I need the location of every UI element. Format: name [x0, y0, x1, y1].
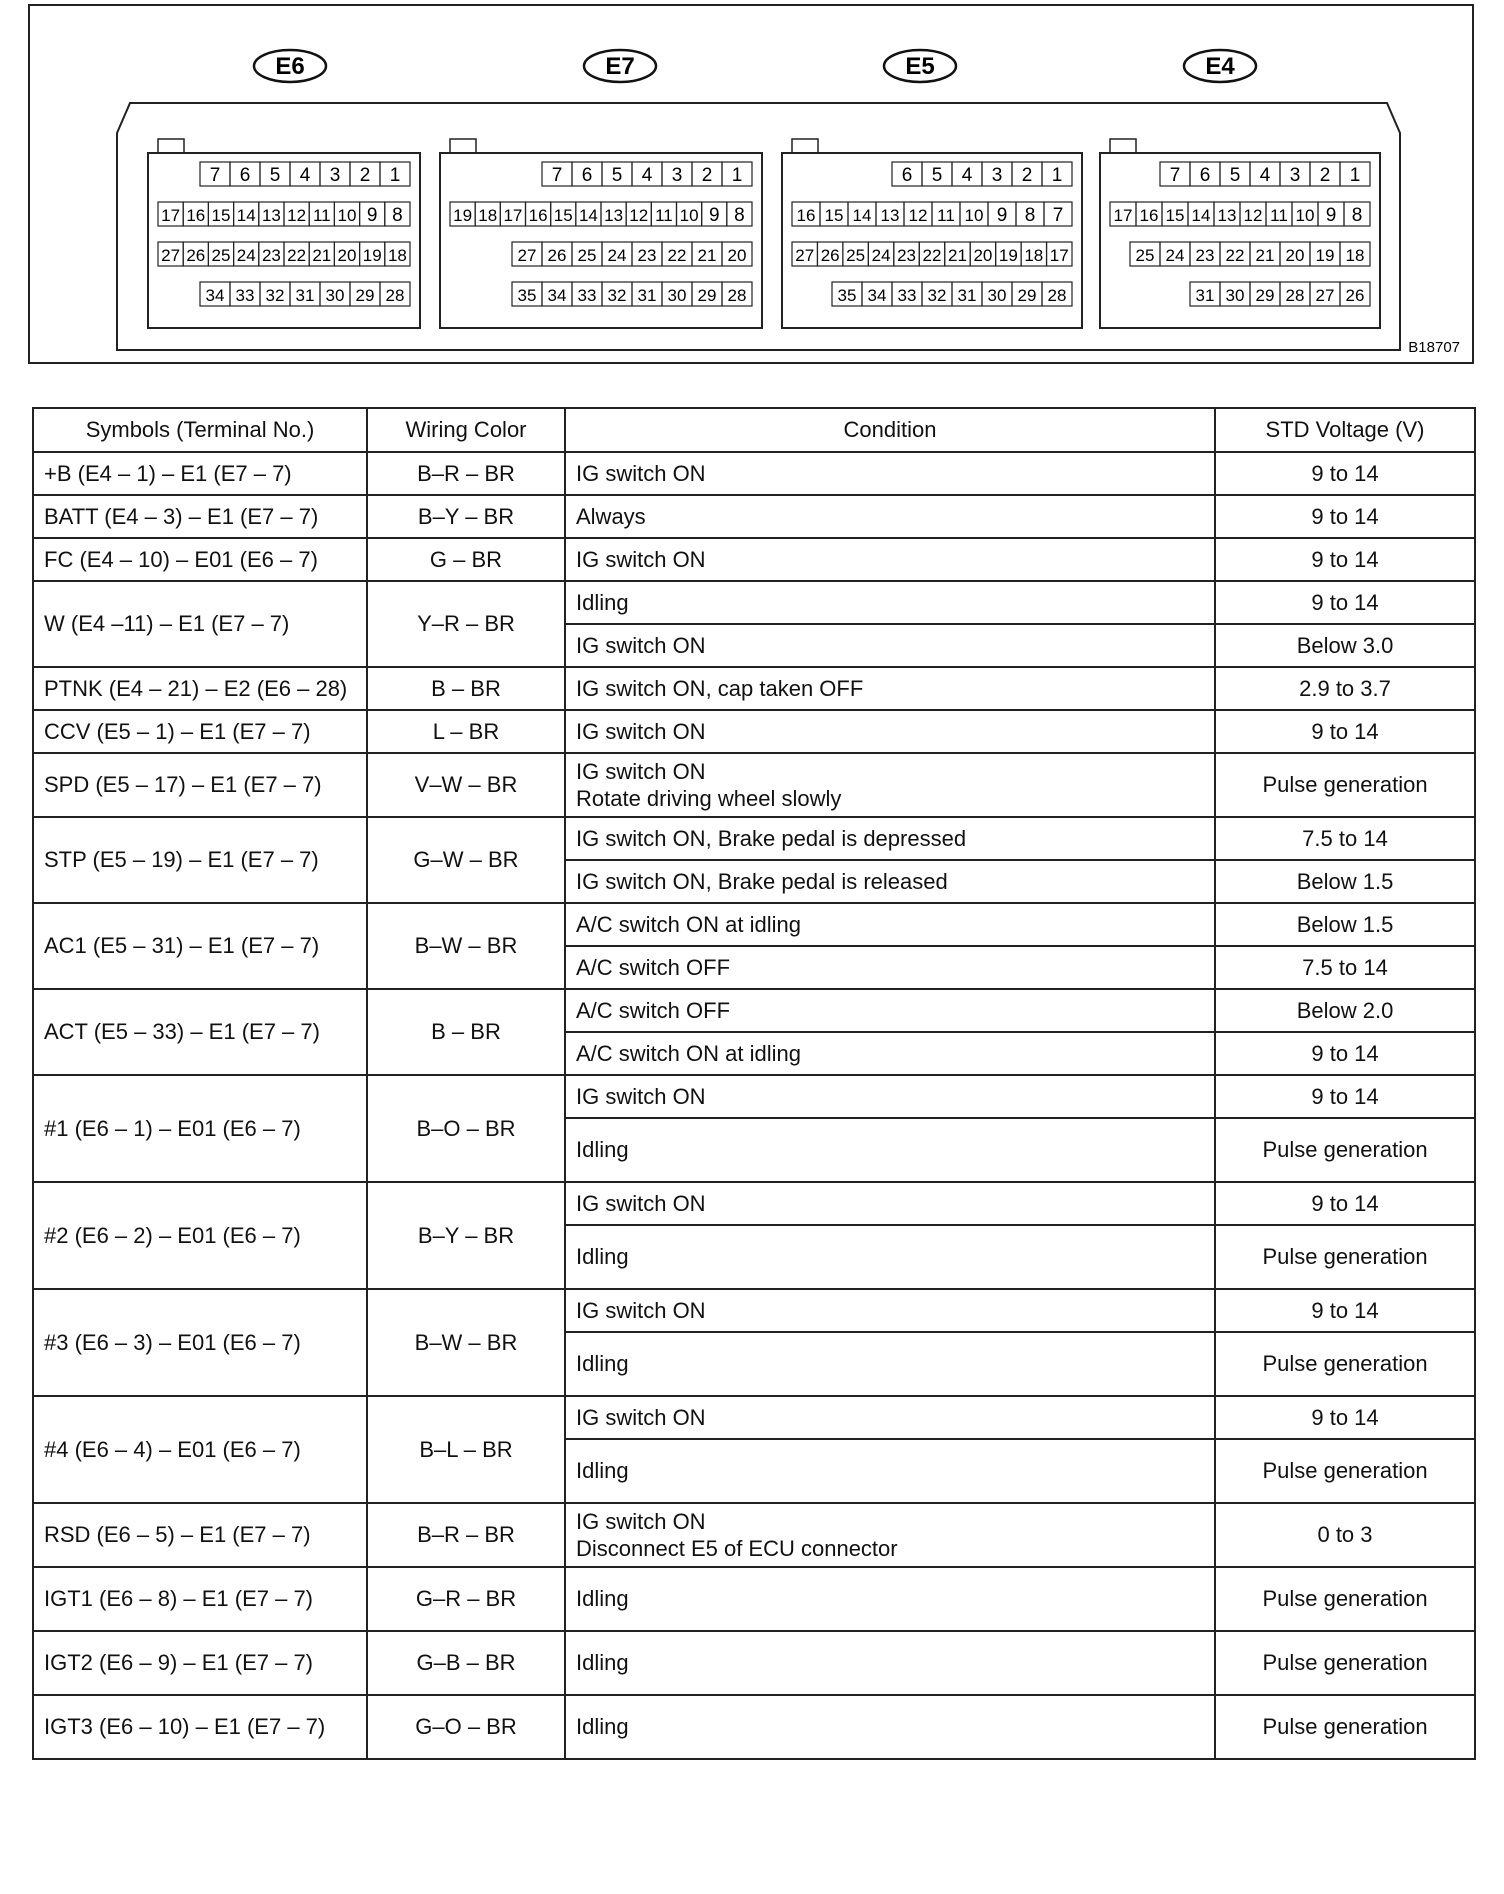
condition-cell	[565, 1032, 1215, 1075]
std-voltage-cell: 9 to 14	[1215, 495, 1475, 538]
terminal-number: 24	[236, 246, 256, 265]
condition-cell	[565, 1289, 1215, 1332]
std-voltage-cell: Pulse generation	[1215, 1225, 1475, 1289]
symbol-cell: IGT2 (E6 – 9) – E1 (E7 – 7)	[33, 1631, 367, 1695]
symbol-cell: CCV (E5 – 1) – E1 (E7 – 7)	[33, 710, 367, 753]
terminal-number: 6	[1199, 165, 1211, 186]
terminal-number: 1	[1051, 165, 1063, 186]
terminal-number: 5	[931, 165, 943, 186]
terminal-number: 25	[846, 246, 866, 265]
terminal-number: 11	[937, 206, 955, 225]
header-wiring-color: Wiring Color	[367, 408, 565, 452]
symbol-cell: RSD (E6 – 5) – E1 (E7 – 7)	[33, 1503, 367, 1567]
table-row	[33, 1631, 1475, 1695]
wiring-color-cell: B–Y – BR	[367, 1182, 565, 1289]
terminal-number: 8	[1351, 205, 1363, 226]
condition-line: Idling	[576, 589, 629, 615]
terminal-number: 26	[547, 246, 567, 265]
condition-line: IG switch ON	[576, 1508, 706, 1534]
terminal-number: 22	[667, 246, 687, 265]
terminal-number: 35	[837, 286, 857, 305]
condition-line: Disconnect E5 of ECU connector	[576, 1536, 898, 1561]
connector-label: E6	[275, 53, 305, 80]
terminal-number: 21	[1255, 246, 1275, 265]
connector-diagram-svg	[30, 6, 1476, 366]
terminal-number: 23	[1195, 246, 1215, 265]
std-voltage-cell: Pulse generation	[1215, 753, 1475, 817]
terminal-number: 18	[1024, 246, 1044, 265]
symbol-cell: STP (E5 – 19) – E1 (E7 – 7)	[33, 817, 367, 903]
condition-cell	[565, 1439, 1215, 1503]
condition-line: Idling	[576, 1458, 629, 1484]
table-row	[33, 495, 1475, 538]
terminal-number: 34	[547, 286, 567, 305]
condition-line: Idling	[576, 1714, 629, 1740]
symbol-cell: ACT (E5 – 33) – E1 (E7 – 7)	[33, 989, 367, 1075]
wiring-color-cell: G–R – BR	[367, 1567, 565, 1631]
terminal-number: 24	[1165, 246, 1185, 265]
terminal-number: 33	[897, 286, 917, 305]
terminal-number: 15	[211, 206, 231, 225]
std-voltage-cell: Pulse generation	[1215, 1332, 1475, 1396]
terminal-number: 24	[871, 246, 891, 265]
terminal-number: 11	[655, 206, 673, 225]
std-voltage-cell: 9 to 14	[1215, 581, 1475, 624]
connector-label: E4	[1205, 53, 1235, 80]
condition-line: IG switch ON	[576, 460, 706, 486]
terminal-number: 28	[1047, 286, 1067, 305]
std-voltage-cell: Pulse generation	[1215, 1439, 1475, 1503]
condition-cell	[565, 1695, 1215, 1759]
terminal-number: 16	[1139, 206, 1159, 225]
terminal-number: 4	[961, 165, 973, 186]
wiring-color-cell: B–O – BR	[367, 1075, 565, 1182]
table-row	[33, 1182, 1475, 1225]
terminal-number: 31	[957, 286, 977, 305]
wiring-color-cell: B – BR	[367, 667, 565, 710]
condition-cell	[565, 1332, 1215, 1396]
terminal-number: 12	[1243, 206, 1263, 225]
terminal-number: 32	[927, 286, 947, 305]
terminal-number: 22	[1225, 246, 1245, 265]
terminal-number: 25	[577, 246, 597, 265]
terminal-number: 15	[553, 206, 573, 225]
condition-line: A/C switch OFF	[576, 997, 731, 1023]
terminal-number: 7	[1169, 165, 1181, 186]
header-condition: Condition	[565, 408, 1215, 452]
figure-code: B18707	[1408, 339, 1460, 356]
terminal-number: 9	[996, 205, 1008, 226]
terminal-number: 20	[1285, 246, 1305, 265]
terminal-number: 31	[295, 286, 315, 305]
wiring-color-cell: B–W – BR	[367, 903, 565, 989]
std-voltage-cell: Below 2.0	[1215, 989, 1475, 1032]
terminal-number: 7	[551, 165, 563, 186]
terminal-number: 9	[366, 205, 378, 226]
voltage-spec-table	[32, 407, 1476, 1760]
terminal-number: 13	[604, 206, 624, 225]
terminal-number: 13	[261, 206, 281, 225]
symbol-cell: W (E4 –11) – E1 (E7 – 7)	[33, 581, 367, 667]
terminal-number: 4	[299, 165, 311, 186]
terminal-number: 12	[908, 206, 928, 225]
terminal-number: 26	[820, 246, 840, 265]
terminal-number: 34	[205, 286, 225, 305]
terminal-number: 9	[1325, 205, 1337, 226]
std-voltage-cell: 9 to 14	[1215, 1182, 1475, 1225]
terminal-number: 16	[186, 206, 206, 225]
std-voltage-cell: 7.5 to 14	[1215, 946, 1475, 989]
table-row	[33, 1567, 1475, 1631]
terminal-number: 20	[337, 246, 357, 265]
terminal-number: 19	[453, 206, 473, 225]
std-voltage-cell: Below 1.5	[1215, 903, 1475, 946]
condition-cell	[565, 753, 1215, 817]
terminal-number: 1	[1349, 165, 1361, 186]
terminal-number: 32	[607, 286, 627, 305]
symbol-cell: +B (E4 – 1) – E1 (E7 – 7)	[33, 452, 367, 495]
terminal-number: 7	[1052, 205, 1064, 226]
terminal-number: 22	[922, 246, 942, 265]
terminal-number: 11	[312, 206, 331, 225]
condition-line: Idling	[576, 1137, 629, 1163]
terminal-number: 10	[337, 206, 357, 225]
symbol-cell: PTNK (E4 – 21) – E2 (E6 – 28)	[33, 667, 367, 710]
terminal-number: 10	[1295, 206, 1315, 225]
terminal-number: 10	[964, 206, 984, 225]
condition-cell	[565, 946, 1215, 989]
terminal-number: 33	[577, 286, 597, 305]
table-row	[33, 538, 1475, 581]
terminal-number: 27	[517, 246, 537, 265]
terminal-number: 27	[795, 246, 815, 265]
terminal-number: 2	[701, 165, 713, 186]
condition-line: Idling	[576, 1351, 629, 1377]
terminal-number: 21	[947, 246, 967, 265]
condition-cell	[565, 581, 1215, 624]
terminal-number: 3	[671, 165, 683, 186]
terminal-number: 23	[261, 246, 281, 265]
condition-line: IG switch ON	[576, 1404, 706, 1430]
condition-line: Idling	[576, 1244, 629, 1270]
table-row	[33, 903, 1475, 946]
table-row	[33, 1503, 1475, 1567]
terminal-number: 13	[880, 206, 900, 225]
condition-line: IG switch ON, Brake pedal is depressed	[576, 825, 967, 851]
std-voltage-cell: Below 1.5	[1215, 860, 1475, 903]
std-voltage-cell: 9 to 14	[1215, 1396, 1475, 1439]
symbol-cell: IGT3 (E6 – 10) – E1 (E7 – 7)	[33, 1695, 367, 1759]
terminal-number: 7	[209, 165, 221, 186]
terminal-number: 18	[387, 246, 407, 265]
symbol-cell: #2 (E6 – 2) – E01 (E6 – 7)	[33, 1182, 367, 1289]
symbol-cell: #1 (E6 – 1) – E01 (E6 – 7)	[33, 1075, 367, 1182]
wiring-color-cell: B–W – BR	[367, 1289, 565, 1396]
terminal-number: 12	[287, 206, 307, 225]
terminal-number: 33	[235, 286, 255, 305]
wiring-color-cell: B–L – BR	[367, 1396, 565, 1503]
table-row	[33, 753, 1475, 817]
terminal-number: 28	[727, 286, 747, 305]
terminal-number: 16	[796, 206, 816, 225]
std-voltage-cell: Below 3.0	[1215, 624, 1475, 667]
terminal-number: 14	[578, 206, 598, 225]
terminal-number: 10	[679, 206, 699, 225]
terminal-number: 15	[824, 206, 844, 225]
terminal-number: 1	[731, 165, 743, 186]
terminal-number: 30	[667, 286, 687, 305]
terminal-number: 32	[265, 286, 285, 305]
table-header-row	[33, 408, 1475, 452]
condition-line: IG switch ON	[576, 546, 706, 572]
condition-cell	[565, 710, 1215, 753]
wiring-color-cell: G–O – BR	[367, 1695, 565, 1759]
terminal-number: 17	[161, 206, 181, 225]
terminal-number: 11	[1270, 206, 1288, 225]
terminal-number: 31	[1195, 286, 1215, 305]
std-voltage-cell: 9 to 14	[1215, 1075, 1475, 1118]
symbol-cell: #4 (E6 – 4) – E01 (E6 – 7)	[33, 1396, 367, 1503]
condition-line: IG switch ON, Brake pedal is released	[576, 868, 948, 894]
terminal-number: 5	[611, 165, 623, 186]
symbol-cell: SPD (E5 – 17) – E1 (E7 – 7)	[33, 753, 367, 817]
terminal-number: 8	[1024, 205, 1036, 226]
terminal-number: 18	[1345, 246, 1365, 265]
terminal-number: 17	[503, 206, 523, 225]
terminal-number: 28	[1285, 286, 1305, 305]
condition-cell	[565, 1396, 1215, 1439]
terminal-number: 26	[186, 246, 206, 265]
terminal-number: 23	[897, 246, 917, 265]
connector-tab	[450, 139, 476, 153]
table-row	[33, 1075, 1475, 1118]
wiring-color-cell: Y–R – BR	[367, 581, 565, 667]
condition-line: A/C switch OFF	[576, 954, 731, 980]
condition-line: IG switch ON	[576, 1190, 706, 1216]
std-voltage-cell: 9 to 14	[1215, 710, 1475, 753]
symbol-cell: IGT1 (E6 – 8) – E1 (E7 – 7)	[33, 1567, 367, 1631]
header-std-voltage: STD Voltage (V)	[1215, 408, 1475, 452]
std-voltage-cell: Pulse generation	[1215, 1118, 1475, 1182]
terminal-number: 8	[734, 205, 745, 226]
terminal-number: 3	[1289, 165, 1301, 186]
terminal-number: 21	[697, 246, 717, 265]
terminal-number: 29	[1255, 286, 1275, 305]
terminal-number: 14	[1191, 206, 1211, 225]
header-symbols: Symbols (Terminal No.)	[33, 408, 367, 452]
table-row	[33, 817, 1475, 860]
symbol-cell: #3 (E6 – 3) – E01 (E6 – 7)	[33, 1289, 367, 1396]
terminal-number: 25	[1135, 246, 1155, 265]
std-voltage-cell: 9 to 14	[1215, 538, 1475, 581]
condition-cell	[565, 495, 1215, 538]
terminal-number: 9	[708, 205, 720, 226]
terminal-number: 23	[637, 246, 657, 265]
condition-line: IG switch ON	[576, 1083, 706, 1109]
condition-line: Always	[576, 503, 646, 529]
terminal-number: 14	[236, 206, 256, 225]
terminal-number: 19	[1315, 246, 1335, 265]
condition-cell	[565, 1631, 1215, 1695]
terminal-number: 27	[161, 246, 181, 265]
wiring-color-cell: B–R – BR	[367, 452, 565, 495]
table-row	[33, 667, 1475, 710]
std-voltage-cell: 2.9 to 3.7	[1215, 667, 1475, 710]
terminal-number: 20	[973, 246, 993, 265]
terminal-number: 4	[641, 165, 653, 186]
condition-cell	[565, 1567, 1215, 1631]
condition-cell	[565, 989, 1215, 1032]
condition-cell	[565, 1503, 1215, 1567]
terminal-number: 16	[528, 206, 548, 225]
terminal-number: 35	[517, 286, 537, 305]
condition-line: IG switch ON	[576, 1297, 706, 1323]
connector-diagram	[28, 4, 1474, 364]
condition-line: IG switch ON	[576, 758, 706, 784]
wiring-color-cell: B – BR	[367, 989, 565, 1075]
connector-label: E5	[905, 53, 935, 80]
condition-cell	[565, 538, 1215, 581]
terminal-number: 1	[389, 165, 401, 186]
terminal-number: 30	[1225, 286, 1245, 305]
terminal-number: 6	[581, 165, 593, 186]
condition-cell	[565, 624, 1215, 667]
connector-tab	[792, 139, 818, 153]
terminal-number: 2	[359, 165, 371, 186]
wiring-color-cell: G–B – BR	[367, 1631, 565, 1695]
condition-cell	[565, 1225, 1215, 1289]
table-row	[33, 1289, 1475, 1332]
terminal-number: 2	[1319, 165, 1331, 186]
terminal-number: 17	[1113, 206, 1133, 225]
connector-tab	[158, 139, 184, 153]
table-row	[33, 1396, 1475, 1439]
terminal-number: 4	[1259, 165, 1271, 186]
condition-line: Rotate driving wheel slowly	[576, 786, 842, 811]
table-row	[33, 710, 1475, 753]
condition-cell	[565, 1075, 1215, 1118]
condition-line: IG switch ON, cap taken OFF	[576, 675, 864, 701]
terminal-number: 15	[1165, 206, 1185, 225]
terminal-number: 12	[629, 206, 649, 225]
terminal-number: 22	[287, 246, 307, 265]
connector-tab	[1110, 139, 1136, 153]
condition-line: Idling	[576, 1586, 629, 1612]
terminal-number: 27	[1315, 286, 1335, 305]
terminal-number: 8	[392, 205, 403, 226]
table-row	[33, 989, 1475, 1032]
wiring-color-cell: G – BR	[367, 538, 565, 581]
condition-line: A/C switch ON at idling	[576, 911, 801, 937]
terminal-number: 31	[637, 286, 657, 305]
terminal-number: 17	[1049, 246, 1069, 265]
symbol-cell: AC1 (E5 – 31) – E1 (E7 – 7)	[33, 903, 367, 989]
terminal-number: 24	[607, 246, 627, 265]
terminal-number: 6	[901, 165, 913, 186]
connector-label: E7	[605, 53, 635, 80]
terminal-number: 29	[1017, 286, 1037, 305]
terminal-number: 6	[239, 165, 251, 186]
terminal-number: 3	[991, 165, 1003, 186]
terminal-number: 18	[478, 206, 498, 225]
table-row	[33, 581, 1475, 624]
condition-line: A/C switch ON at idling	[576, 1040, 801, 1066]
terminal-number: 20	[727, 246, 747, 265]
std-voltage-cell: Pulse generation	[1215, 1695, 1475, 1759]
condition-cell	[565, 452, 1215, 495]
terminal-number: 19	[998, 246, 1018, 265]
terminal-number: 19	[362, 246, 382, 265]
std-voltage-cell: 9 to 14	[1215, 1289, 1475, 1332]
condition-cell	[565, 817, 1215, 860]
terminal-number: 5	[1229, 165, 1241, 186]
terminal-number: 34	[867, 286, 887, 305]
std-voltage-cell: Pulse generation	[1215, 1631, 1475, 1695]
condition-cell	[565, 860, 1215, 903]
terminal-number: 21	[312, 246, 332, 265]
condition-cell	[565, 667, 1215, 710]
terminal-number: 29	[355, 286, 375, 305]
terminal-number: 25	[211, 246, 231, 265]
condition-line: Idling	[576, 1650, 629, 1676]
terminal-number: 5	[269, 165, 281, 186]
std-voltage-cell: 0 to 3	[1215, 1503, 1475, 1567]
std-voltage-cell: 9 to 14	[1215, 1032, 1475, 1075]
std-voltage-cell: 7.5 to 14	[1215, 817, 1475, 860]
wiring-color-cell: G–W – BR	[367, 817, 565, 903]
condition-cell	[565, 1182, 1215, 1225]
terminal-number: 13	[1217, 206, 1237, 225]
std-voltage-cell: Pulse generation	[1215, 1567, 1475, 1631]
terminal-number: 29	[697, 286, 717, 305]
terminal-number: 30	[325, 286, 345, 305]
wiring-color-cell: B–R – BR	[367, 1503, 565, 1567]
condition-line: IG switch ON	[576, 632, 706, 658]
terminal-number: 14	[852, 206, 872, 225]
terminal-number: 2	[1021, 165, 1033, 186]
terminal-number: 30	[987, 286, 1007, 305]
table-row	[33, 1695, 1475, 1759]
condition-line: IG switch ON	[576, 718, 706, 744]
symbol-cell: FC (E4 – 10) – E01 (E6 – 7)	[33, 538, 367, 581]
wiring-color-cell: L – BR	[367, 710, 565, 753]
table-row	[33, 452, 1475, 495]
condition-cell	[565, 903, 1215, 946]
std-voltage-cell: 9 to 14	[1215, 452, 1475, 495]
condition-cell	[565, 1118, 1215, 1182]
terminal-number: 26	[1345, 286, 1365, 305]
wiring-color-cell: V–W – BR	[367, 753, 565, 817]
terminal-number: 3	[329, 165, 341, 186]
wiring-color-cell: B–Y – BR	[367, 495, 565, 538]
symbol-cell: BATT (E4 – 3) – E1 (E7 – 7)	[33, 495, 367, 538]
terminal-number: 28	[385, 286, 405, 305]
